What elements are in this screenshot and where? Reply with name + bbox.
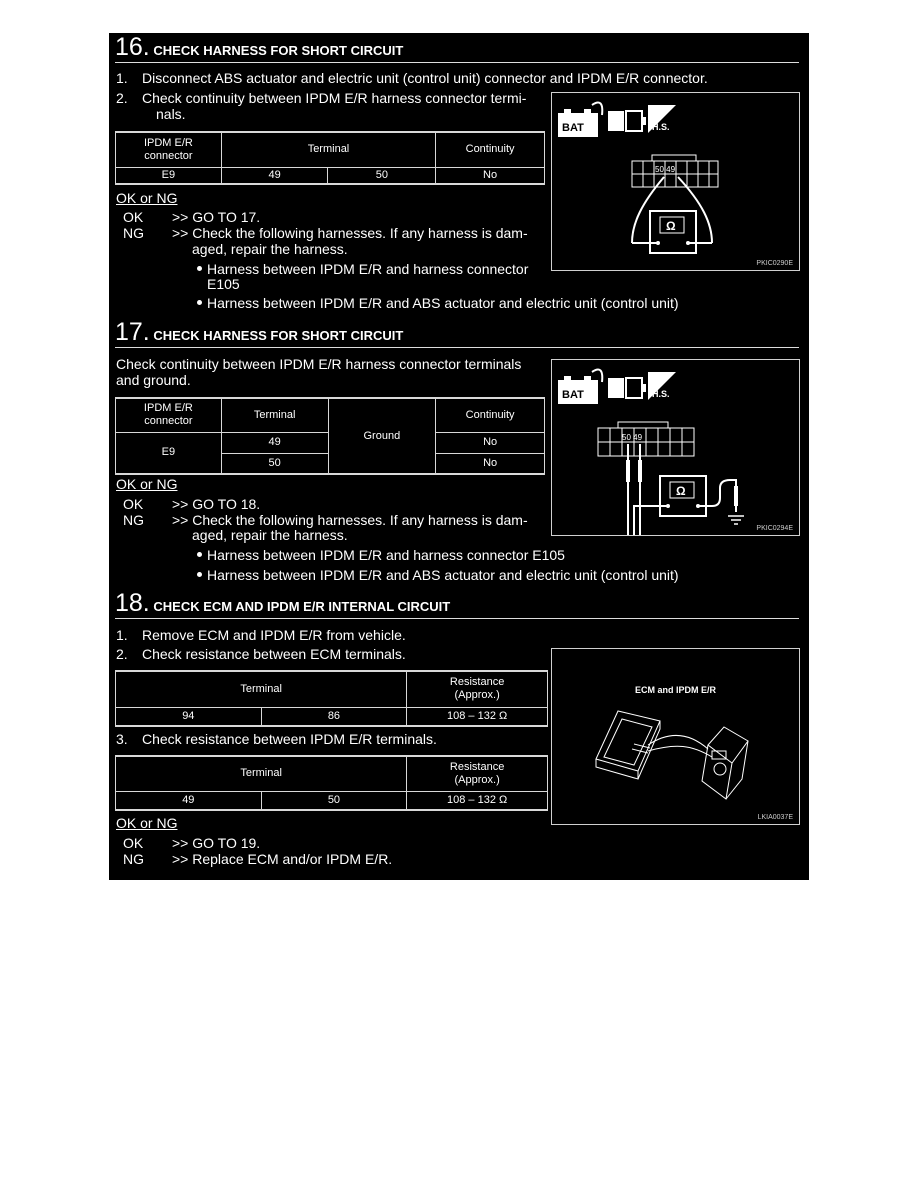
svg-text:Ω: Ω: [666, 219, 676, 233]
bullet-icon: [197, 266, 202, 271]
step16-ok-label: OK: [123, 209, 144, 225]
step17-title: CHECK HARNESS FOR SHORT CIRCUIT: [153, 328, 404, 343]
step17-bullet1: Harness between IPDM E/R and harness connector E105: [207, 547, 565, 563]
table-cell: E9: [116, 167, 222, 184]
step18-okng: OK or NG: [116, 815, 178, 831]
step16-okng: OK or NG: [116, 190, 178, 206]
step16-number: 16.: [115, 33, 150, 61]
step16-ng-line1: >> Check the following harnesses. If any harness is dam-: [172, 225, 528, 241]
table-cell: 49: [221, 167, 328, 184]
step18-ecm-table: [115, 670, 548, 727]
svg-text:H.S.: H.S.: [652, 389, 670, 399]
step18-heading: [115, 589, 450, 618]
multimeter-icon: [702, 727, 748, 799]
step18-item2: Check resistance between ECM terminals.: [142, 646, 406, 662]
step18-item1-num: 1.: [116, 627, 128, 643]
battery-icon: [558, 103, 602, 137]
table-cell: 50: [261, 791, 407, 810]
bullet-icon: [197, 300, 202, 305]
divider: [115, 347, 799, 348]
step18-ng-text: >> Replace ECM and/or IPDM E/R.: [172, 851, 393, 867]
table-header-connector: IPDM E/R connector: [116, 132, 222, 167]
table-cell: 49: [221, 432, 328, 453]
table-header-terminal: Terminal: [116, 756, 407, 791]
svg-text:Ω: Ω: [676, 484, 686, 498]
disconnect-icon: [608, 111, 646, 131]
step18-ipdm-table: [115, 755, 548, 811]
bullet-icon: [197, 572, 202, 577]
table-header-continuity: Continuity: [436, 132, 545, 167]
step16-ng-label: NG: [123, 225, 144, 241]
disconnect-icon: [608, 378, 646, 398]
battery-icon: [558, 370, 602, 404]
svg-text:50 49: 50 49: [622, 433, 643, 442]
step16-bullet1-line1: Harness between IPDM E/R and harness connector: [207, 261, 529, 277]
step16-item1: Disconnect ABS actuator and electric unit (control unit) connector and IPDM E/R connector.: [142, 70, 708, 86]
divider: [115, 62, 799, 63]
svg-text:BAT: BAT: [562, 122, 584, 134]
table-cell: 50: [221, 453, 328, 474]
step18-ok-text: >> GO TO 19.: [172, 835, 261, 851]
step17-intro-line1: Check continuity between IPDM E/R harness connector terminals: [116, 356, 522, 372]
table-row: [116, 707, 548, 726]
step16-ok-text: >> GO TO 17.: [172, 209, 261, 225]
step18-item3-num: 3.: [116, 731, 128, 747]
step17-ng-line2: aged, repair the harness.: [192, 527, 348, 543]
ecm-resistance-diagram: [552, 649, 799, 824]
step18-item2-num: 2.: [116, 646, 128, 662]
table-cell: 94: [116, 707, 262, 726]
step16-item2-line2: nals.: [156, 106, 186, 122]
svg-text:50 49: 50 49: [655, 165, 676, 174]
step16-title: CHECK HARNESS FOR SHORT CIRCUIT: [153, 43, 404, 58]
table-cell-ground: Ground: [328, 398, 436, 474]
figure-id: PKIC0294E: [756, 525, 793, 532]
step16-heading: [115, 33, 403, 62]
table-cell: No: [436, 453, 545, 474]
table-header-terminal: Terminal: [221, 132, 435, 167]
bullet-icon: [197, 552, 202, 557]
ecm-unit-icon: [596, 711, 660, 779]
harness-side-icon: [648, 372, 676, 400]
table-header-terminal: Terminal: [116, 671, 407, 707]
continuity-check-diagram: [552, 93, 799, 270]
divider: [115, 618, 799, 619]
table-cell: No: [436, 432, 545, 453]
harness-side-icon: [648, 105, 676, 133]
table-cell: 108 – 132 Ω: [407, 791, 548, 810]
table-cell: E9: [116, 432, 222, 474]
step16-item2-line1: Check continuity between IPDM E/R harness connector termi-: [142, 90, 527, 106]
step18-item3: Check resistance between IPDM E/R terminals.: [142, 731, 437, 747]
step18-number: 18.: [115, 589, 150, 617]
step16-table: [115, 131, 545, 185]
step16-item2-num: 2.: [116, 90, 128, 106]
step16-bullet2: Harness between IPDM E/R and ABS actuator and electric unit (control unit): [207, 295, 679, 311]
step17-okng: OK or NG: [116, 476, 178, 492]
step17-ok-text: >> GO TO 18.: [172, 496, 261, 512]
step16-figure: [551, 92, 800, 271]
step16-item1-num: 1.: [116, 70, 128, 86]
table-header-continuity: Continuity: [436, 398, 545, 432]
figure-title: ECM and IPDM E/R: [634, 685, 716, 695]
step16-bullet1-line2: E105: [207, 276, 240, 292]
step16-ng-line2: aged, repair the harness.: [192, 241, 348, 257]
step17-table: [115, 397, 545, 475]
table-cell: 86: [261, 707, 407, 726]
svg-text:BAT: BAT: [562, 389, 584, 401]
step17-bullet2: Harness between IPDM E/R and ABS actuator and electric unit (control unit): [207, 567, 679, 583]
table-cell: No: [436, 167, 545, 184]
step17-ng-line1: >> Check the following harnesses. If any harness is dam-: [172, 512, 528, 528]
step17-ng-label: NG: [123, 512, 144, 528]
table-row: [116, 167, 545, 184]
connector-icon: [598, 422, 694, 456]
table-row: [116, 791, 548, 810]
figure-id: LKIA0037E: [757, 814, 793, 821]
table-cell: 50: [328, 167, 436, 184]
manual-page: [109, 33, 809, 880]
step17-ok-label: OK: [123, 496, 144, 512]
step18-ng-label: NG: [123, 851, 144, 867]
step18-title: CHECK ECM AND IPDM E/R INTERNAL CIRCUIT: [153, 599, 451, 614]
step18-figure: [551, 648, 800, 825]
step18-ok-label: OK: [123, 835, 144, 851]
table-header-resistance: Resistance (Approx.): [407, 671, 548, 707]
figure-id: PKIC0290E: [756, 260, 793, 267]
table-header-connector: IPDM E/R connector: [116, 398, 222, 432]
table-cell: 108 – 132 Ω: [407, 707, 548, 726]
step17-figure: [551, 359, 800, 536]
step17-heading: [115, 318, 403, 347]
table-header-terminal: Terminal: [221, 398, 328, 432]
table-header-resistance: Resistance (Approx.): [407, 756, 548, 791]
svg-text:H.S.: H.S.: [652, 122, 670, 132]
ground-continuity-diagram: [552, 360, 799, 535]
step17-number: 17.: [115, 318, 150, 346]
ground-icon: [728, 516, 744, 524]
table-cell: 49: [116, 791, 262, 810]
step17-intro-line2: and ground.: [116, 372, 191, 388]
step18-item1: Remove ECM and IPDM E/R from vehicle.: [142, 627, 406, 643]
